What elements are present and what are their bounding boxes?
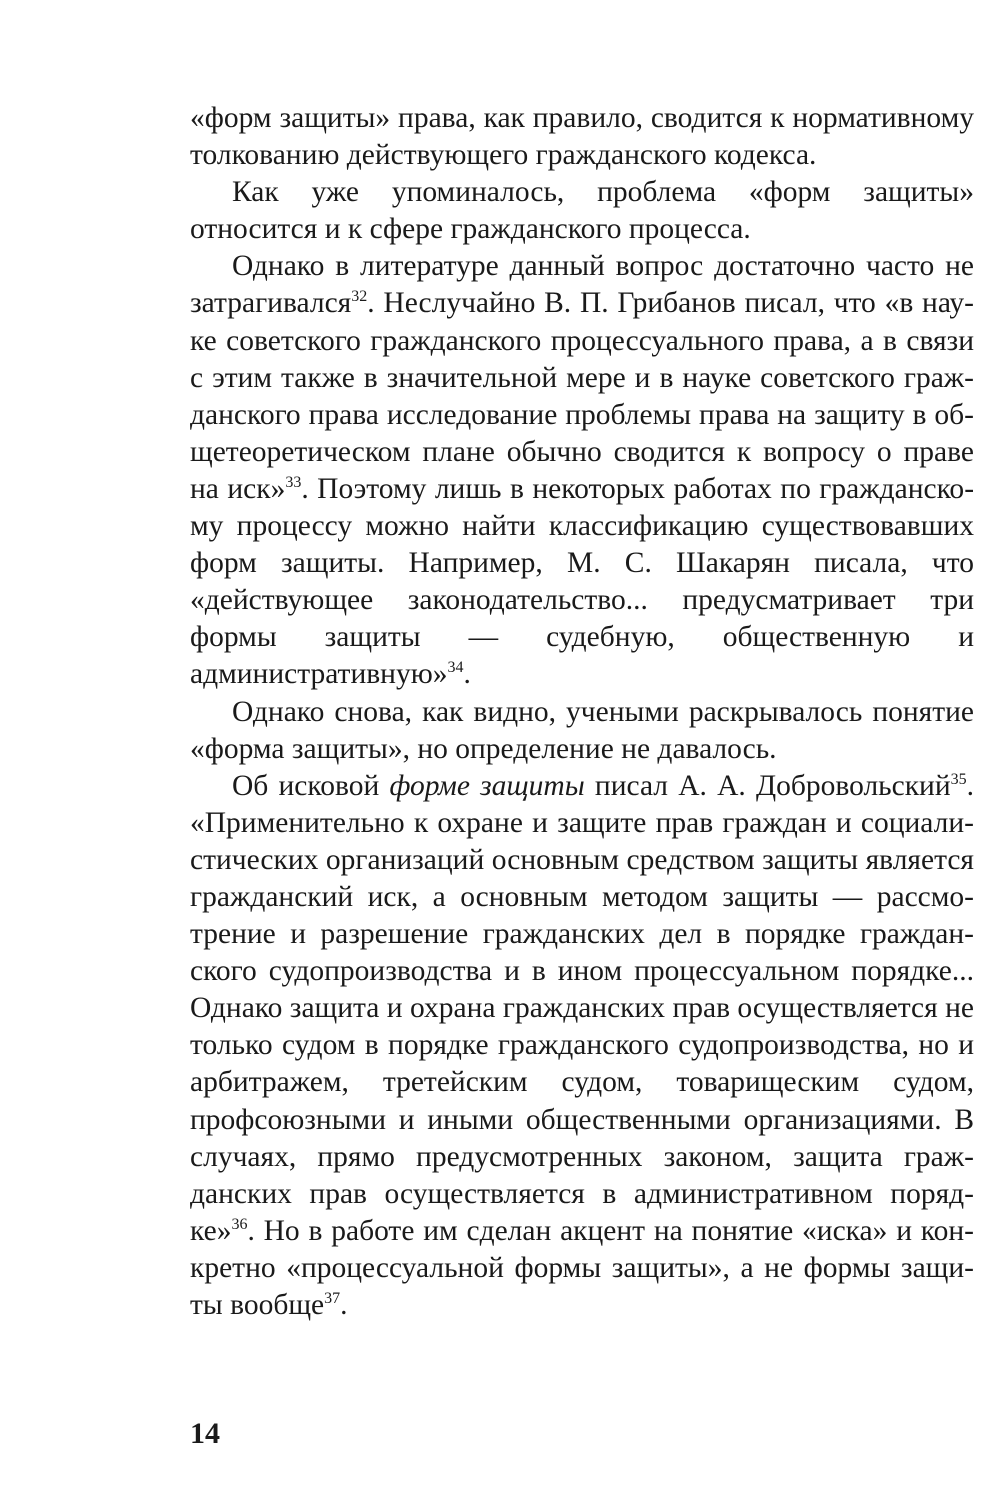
footnote-reference: 33 (285, 474, 302, 492)
paragraph-text: . «Применительно к охране и защите прав граждан и социалистических организаций основным средством защиты является гражданский иск, а основным методом защиты — рассмотрение и разрешение гражданских дел в порядке гражданского судопроизводства и в ином процессуальном порядке... Однако защита и охрана гражданских прав осуществляется не только судом в порядке гражданского судопроизводства, но и арбитражем, третейским судом, товарищеским судом, профсоюзными и иными общественными организациями. В случаях, прямо предусмотренных законом, защита гражданских прав осуществляется в административном порядке» (190, 769, 974, 1247)
paragraph (190, 694, 974, 768)
paragraph (190, 174, 974, 248)
page-number: 14 (190, 1417, 220, 1450)
paragraph-text: Однако снова, как видно, учеными раскрывалось понятие «форма защиты», но определение не давалось. (190, 695, 974, 765)
paragraph (190, 100, 974, 174)
footnote-reference: 35 (950, 770, 967, 788)
page-body (190, 100, 974, 1324)
paragraph (190, 768, 974, 1324)
paragraph-text: . Поэтому лишь в некоторых работах по гражданскому процессу можно найти классификацию существовавших форм защиты. Например, М. С. Шакарян писала, что «действующее законодательство... предусматривает три формы защиты — судебную, общественную и административную» (190, 472, 975, 691)
footnote-reference: 36 (231, 1215, 248, 1233)
paragraph (190, 248, 974, 693)
paragraph-text: . (340, 1289, 348, 1321)
paragraph-text: Как уже упоминалось, проблема «форм защиты» относится и к сфере гражданского процесса. (190, 176, 974, 246)
footnote-reference: 37 (324, 1290, 341, 1308)
footnote-reference: 34 (447, 659, 464, 677)
paragraph-text: Об исковой (232, 769, 390, 802)
paragraph-text: . Но в работе им сделан акцент на понятие «иска» и конкретно «процессуальной формы защиты», а не формы защиты вообще (190, 1214, 974, 1321)
footnote-reference: 32 (351, 288, 368, 306)
paragraph-text: . Неслучайно В. П. Грибанов писал, что «в науке советского гражданского процессуального права, а в связи с этим также в значительной мере и в науке советского гражданского права исследование проблемы права на защиту в общетеоретическом плане обычно сводится к вопросу о праве на иск» (190, 287, 974, 505)
paragraph-text: писал А. А. Добровольский (584, 769, 951, 802)
paragraph-text: Однако в литературе данный вопрос достаточно часто не затрагивался (190, 250, 974, 320)
paragraph-text: «форм защиты» права, как правило, сводится к нормативному толкованию действующего гражданского кодекса. (190, 102, 974, 172)
emphasis-text: форме защиты (389, 769, 585, 802)
paragraph-text: . (463, 658, 471, 691)
